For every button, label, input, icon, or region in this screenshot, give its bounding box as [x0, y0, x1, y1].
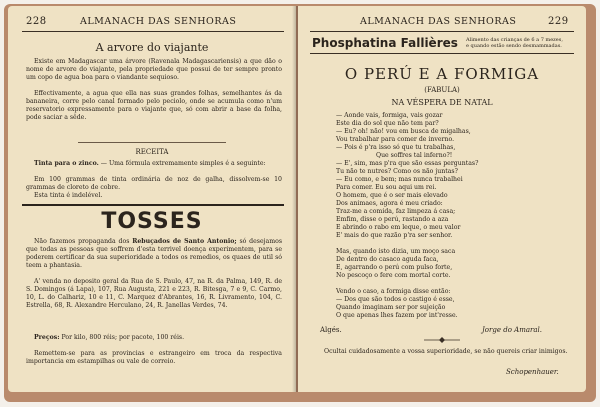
precos-text: Por kilo, 800 réis; por pacote, 100 réis. — [61, 334, 185, 341]
receita-lead: Tinta para o zinco. — [34, 160, 99, 167]
verse-line: — Pois é p'ra isso só que tu trabalhas, — [336, 144, 456, 151]
verse-line: Vou trabalhar para comer de inverno. — [336, 136, 455, 143]
tosses-top-rule — [22, 204, 284, 206]
verse-line: Emfim, disse o perú, rastando a aza — [336, 216, 449, 223]
section-title-arvore: A arvore do viajante — [95, 41, 209, 54]
maxim-text: Ocultai cuidadosamente a vossa superioridade, se não quereis criar inimigos. — [324, 348, 568, 355]
divider-rule — [78, 142, 226, 143]
signature-place: Algés. — [320, 326, 342, 334]
verse-line: Que soffres tal inferno?! — [376, 152, 453, 159]
receita-text: — Uma fórmula extremamente simples é a seguinte: — [100, 160, 266, 167]
ornament-icon — [424, 336, 460, 344]
receita-paragraph-2: Em 100 grammas de tinta ordinária de noz de galha, dissolvem-se 10 grammas de cloreto de cobre. — [26, 176, 282, 191]
tosses-p1-pre: Não fazemos propaganda dos — [34, 238, 130, 245]
tosses-p1-post: só desejamos que todas as pessoas que soffrem d'esta terrivel doença experimentem, para se poderem certificar da sua superioridade a todos os remedios, os quaes de util só teem a phantasia. — [26, 238, 283, 269]
precos-label: Preços: — [34, 334, 60, 341]
verse-line: O homem, que é o ser mais elevado — [336, 192, 448, 199]
tosses-paragraph-1 — [26, 238, 282, 270]
verse-line: Dos animaes, agora é meu criado: — [336, 200, 443, 207]
verse-line: — Aonde vais, formiga, vais gozar — [336, 112, 443, 119]
left-running-head: ALMANACH DAS SENHORAS — [80, 16, 237, 27]
verse-line: Traz-me a comida, faz limpeza á casa; — [336, 208, 456, 215]
ornament-divider — [424, 336, 460, 346]
right-header-rule — [310, 31, 574, 32]
receita-paragraph-3: Esta tinta é indelével. — [34, 192, 103, 199]
verse-line: O que apenas lhes fazem por int'resse. — [336, 312, 458, 319]
verse-line: Este dia do sol que não tem par? — [336, 120, 439, 127]
verse-line: — Eu? oh! não! vou em busca de migalhas, — [336, 128, 471, 135]
verse-line: — Dos que são todos o castigo é esse, — [336, 296, 455, 303]
arvore-paragraph-1: Existe em Madagascar uma árvore (Ravenala Madagascariensis) a que dão o nome de arvore do viajante, pela propriedade que possui de ter sempre pronto um copo de agua boa para o viandante sequioso. — [26, 58, 282, 81]
fable-subtitle: (FABULA) — [424, 86, 460, 94]
right-running-head: ALMANACH DAS SENHORAS — [360, 16, 517, 27]
verse-line: Vendo o caso, a formiga disse então: — [336, 288, 451, 295]
verse-line: De dentro do casaco aguda faca, — [336, 256, 439, 263]
receita-heading: RECEITA — [135, 148, 169, 156]
verse-line: E, agarrando o perú com pulso forte, — [336, 264, 453, 271]
ad-bottom-rule — [310, 53, 574, 54]
left-page-number: 228 — [26, 16, 47, 27]
verse-line: Para comer. Eu sou aqui um rei. — [336, 184, 437, 191]
receita-paragraph-1 — [26, 160, 282, 168]
tosses-paragraph-3 — [26, 334, 282, 342]
fable-title: O PERÚ E A FORMIGA — [344, 65, 540, 83]
right-page-number: 229 — [548, 16, 569, 27]
verse-line: — E', sim, mas p'ra que são essas perguntas? — [336, 160, 479, 167]
verse-line: E abrindo o rabo em leque, o meu valor — [336, 224, 461, 231]
right-page — [298, 6, 586, 392]
verse-line: Quando imaginam ser por sujeição — [336, 304, 446, 311]
verse-line: E' mais do que razão p'ra ser senhor. — [336, 232, 453, 239]
fable-subheading: NA VÉSPERA DE NATAL — [391, 98, 493, 107]
tosses-p1-bold: Rebuçados de Santo Antonio; — [132, 238, 237, 245]
verse-line: No pescoço o fere com mortal corte. — [336, 272, 451, 279]
ad-line-2: e quando estão sendo desmammadas. — [466, 43, 562, 49]
ad-line-1: Alimento das crianças de 6 a 7 mezes, — [466, 37, 563, 43]
tosses-title: TOSSES — [101, 209, 203, 234]
tosses-paragraph-4: Remettem-se para as provincias e estrangeiro em troca da respectiva importancia em estampilhas ou vale de correio. — [26, 350, 282, 365]
left-page — [8, 6, 296, 392]
ad-brand: Phosphatina Fallières — [312, 36, 458, 50]
left-header-rule — [22, 31, 284, 32]
verse-line: Mas, quando isto dizia, um moço saca — [336, 248, 456, 255]
maxim-author: Schopenhauer. — [506, 368, 559, 376]
verse-line: — Eu como, e bem; mas nunca trabalhei — [336, 176, 463, 183]
arvore-paragraph-2: Effectivamente, a agua que ella nas suas grandes folhas, semelhantes ás da bananeira, corre pelo canal formado pelo peciolo, onde se acumula como n'um reservatorio expressamente para o viajante que, só com abrir a base da folha, pode saciar a sêde. — [26, 90, 282, 121]
tosses-paragraph-2: A' venda no deposito geral da Rua de S. Paulo, 47, na R. da Palma, 149, R. de S. Domingos (á Lapa), 107, Rua Augusta, 221 e 223, R. Bitesga, 7 e 9, C. Carmo, 10, L. do Calhariz, 10 e 11, C. Marquez d'Abrantes, 16, R. Livramento, 104, C. Estrella, 68, R. Alexandre Herculano, 24, R. Janellas Verdes, 74. — [26, 278, 282, 309]
verse-line: Tu não te nutres? Como os não juntas? — [336, 168, 458, 175]
signature-author: Jorge do Amaral. — [482, 326, 542, 334]
